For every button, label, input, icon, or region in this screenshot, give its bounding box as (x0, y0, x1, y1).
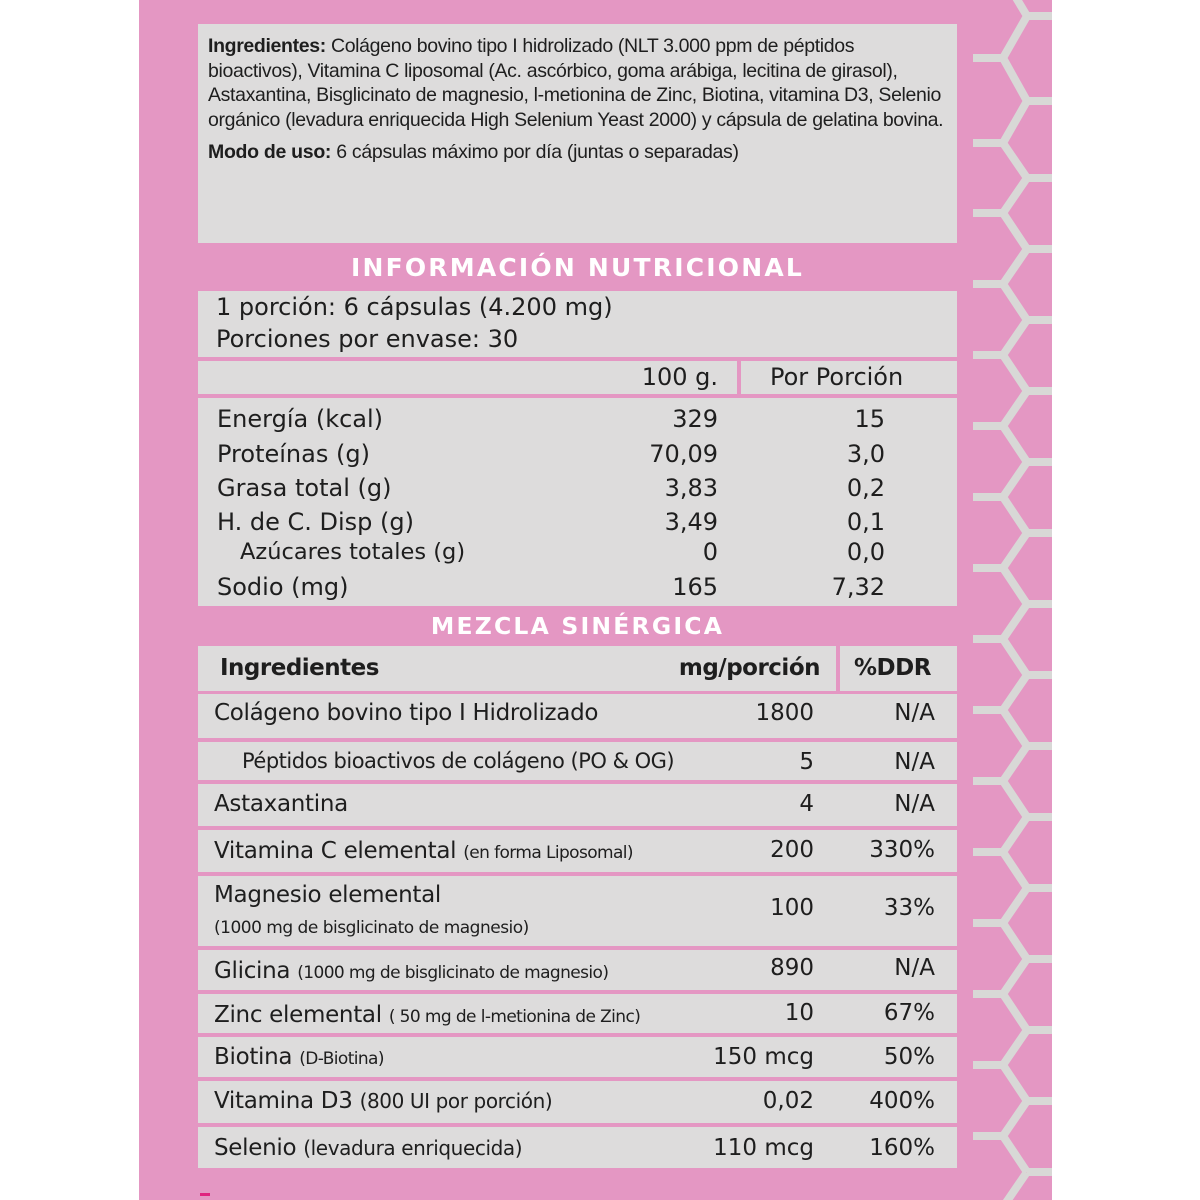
blend-row (198, 742, 957, 780)
blend-mg: 110 mcg (713, 1135, 814, 1161)
blend-ingredient-name: Colágeno bovino tipo I Hidrolizado (214, 700, 599, 726)
corner-mark (200, 1193, 210, 1196)
blend-header-cell-main (198, 646, 836, 691)
blend-mg: 0,02 (762, 1088, 814, 1114)
blend-row (198, 994, 957, 1033)
nutrition-column-header (198, 361, 957, 394)
column-ddr-label: %DDR (854, 655, 931, 681)
nutrient-per-100g: 3,49 (664, 508, 718, 536)
column-per-serving-label: Por Porción (770, 363, 904, 391)
serving-box (198, 291, 957, 357)
column-mg-label: mg/porción (678, 655, 820, 681)
blend-ingredient-main: Biotina (214, 1044, 293, 1070)
servings-per-container: Porciones por envase: 30 (216, 325, 519, 353)
nutrition-row (198, 505, 957, 539)
blend-ingredient-main: Vitamina C elemental (214, 838, 457, 864)
nutrient-per-serving: 0,2 (846, 474, 885, 502)
column-header-cell-per-serving (741, 361, 957, 394)
blend-ingredient-name (214, 830, 633, 874)
serving-size: 1 porción: 6 cápsulas (4.200 mg) (216, 293, 613, 321)
column-header-cell-100g (198, 361, 737, 394)
nutrient-label: Sodio (mg) (217, 573, 349, 601)
blend-row (198, 1081, 957, 1123)
blend-ddr: 330% (869, 837, 935, 863)
blend-ingredient-main: Zinc elemental (214, 1002, 382, 1028)
usage-label: Modo de uso: (208, 141, 332, 164)
blend-title: MEZCLA SINÉRGICA (430, 612, 725, 640)
blend-row (198, 784, 957, 826)
nutrient-per-100g: 329 (672, 405, 718, 433)
blend-ingredient-main: Magnesio elemental (214, 882, 441, 908)
blend-ingredient-name (214, 1037, 384, 1079)
blend-mg: 100 (770, 895, 814, 921)
blend-ingredient-main: Vitamina D3 (214, 1088, 353, 1114)
blend-row (198, 1037, 957, 1077)
ingredients-label: Ingredientes: (208, 35, 326, 57)
nutrient-label: Grasa total (g) (217, 474, 392, 502)
blend-mg: 890 (770, 955, 814, 981)
blend-ddr: 160% (869, 1135, 935, 1161)
blend-ingredient-note: (800 UI por porción) (359, 1089, 553, 1113)
blend-ingredient-note: (en forma Liposomal) (463, 843, 633, 863)
nutrient-per-serving: 7,32 (831, 573, 885, 601)
blend-ddr: 50% (883, 1044, 935, 1070)
nutrient-per-serving: 0,0 (846, 538, 885, 566)
nutrient-per-serving: 15 (854, 405, 885, 433)
blend-mg: 1800 (755, 700, 814, 726)
blend-ddr: 67% (883, 1000, 935, 1026)
usage-text (208, 140, 947, 165)
blend-ddr: N/A (894, 955, 935, 981)
nutrition-row (198, 471, 957, 505)
blend-mg: 200 (770, 837, 814, 863)
hexagon-pattern-icon (965, 0, 1052, 1200)
blend-row (198, 1127, 957, 1168)
blend-ingredient-name (214, 950, 608, 994)
nutrient-per-100g: 0 (702, 538, 718, 566)
blend-ingredient-name (214, 994, 640, 1038)
blend-row (198, 830, 957, 872)
nutrition-row (198, 535, 957, 569)
blend-row (198, 876, 957, 946)
blend-mg: 5 (799, 749, 814, 775)
column-ingredients-label: Ingredientes (220, 655, 379, 681)
blend-ddr: N/A (894, 700, 935, 726)
blend-header-cell-ddr (840, 646, 957, 691)
blend-ingredient-note: (levadura enriquecida) (303, 1136, 523, 1160)
nutrient-label: Energía (kcal) (217, 405, 384, 433)
nutrient-per-100g: 70,09 (649, 440, 718, 468)
ingredients-box (198, 24, 957, 243)
nutrient-per-100g: 165 (672, 573, 718, 601)
nutrition-row (198, 402, 957, 436)
blend-ingredient-note: (D-Biotina) (299, 1049, 384, 1069)
blend-ingredient-main: Selenio (214, 1135, 297, 1161)
blend-ingredient-name: Péptidos bioactivos de colágeno (PO & OG) (242, 749, 675, 773)
blend-ingredient-main: Glicina (214, 958, 291, 984)
nutrition-row (198, 570, 957, 604)
blend-ddr: 33% (883, 895, 935, 921)
nutrition-row (198, 437, 957, 471)
blend-ingredient-note: (1000 mg de bisglicinato de magnesio) (214, 918, 529, 938)
blend-mg: 10 (784, 1000, 814, 1026)
blend-ingredient-name: Astaxantina (214, 791, 348, 817)
nutrient-per-100g: 3,83 (664, 474, 718, 502)
blend-ddr: 400% (869, 1088, 935, 1114)
blend-row (198, 950, 957, 990)
nutrient-label: Proteínas (g) (217, 440, 370, 468)
column-100g-label: 100 g. (641, 363, 718, 391)
usage-instructions: 6 cápsulas máximo por día (juntas o separadas) (331, 141, 739, 164)
blend-mg: 150 mcg (713, 1044, 814, 1070)
blend-ddr: N/A (894, 791, 935, 817)
blend-ingredient-note: (1000 mg de bisglicinato de magnesio) (297, 963, 609, 983)
ingredients-text (208, 34, 947, 132)
nutrient-per-serving: 0,1 (846, 508, 885, 536)
blend-ingredient-note: ( 50 mg de l-metionina de Zinc) (388, 1007, 641, 1027)
nutrient-label: H. de C. Disp (g) (217, 508, 415, 536)
nutrition-table (198, 398, 957, 606)
blend-column-header (198, 646, 957, 691)
nutrition-title: INFORMACIÓN NUTRICIONAL (350, 253, 805, 282)
blend-row (198, 694, 957, 738)
blend-ingredient-name (214, 1127, 522, 1169)
nutrient-label: Azúcares totales (g) (240, 539, 466, 565)
blend-ingredient-name (214, 1081, 552, 1121)
blend-ddr: N/A (894, 749, 935, 775)
nutrient-per-serving: 3,0 (846, 440, 885, 468)
ingredients-list: Colágeno bovino tipo I hidrolizado (NLT 3.000 ppm de péptidos bioactivos), Vitamina C liposomal (Ac. ascórbico, goma arábiga, lecitina de girasol), Astaxantina, Bisglicinato de magnesio, l-metionina de Zinc, Biotina, vitamina D3, Selenio orgánico (levadura enriquecida High Selenium Yeast 2000) y cápsula de gelatina bovina. (208, 35, 944, 131)
blend-mg: 4 (799, 791, 814, 817)
